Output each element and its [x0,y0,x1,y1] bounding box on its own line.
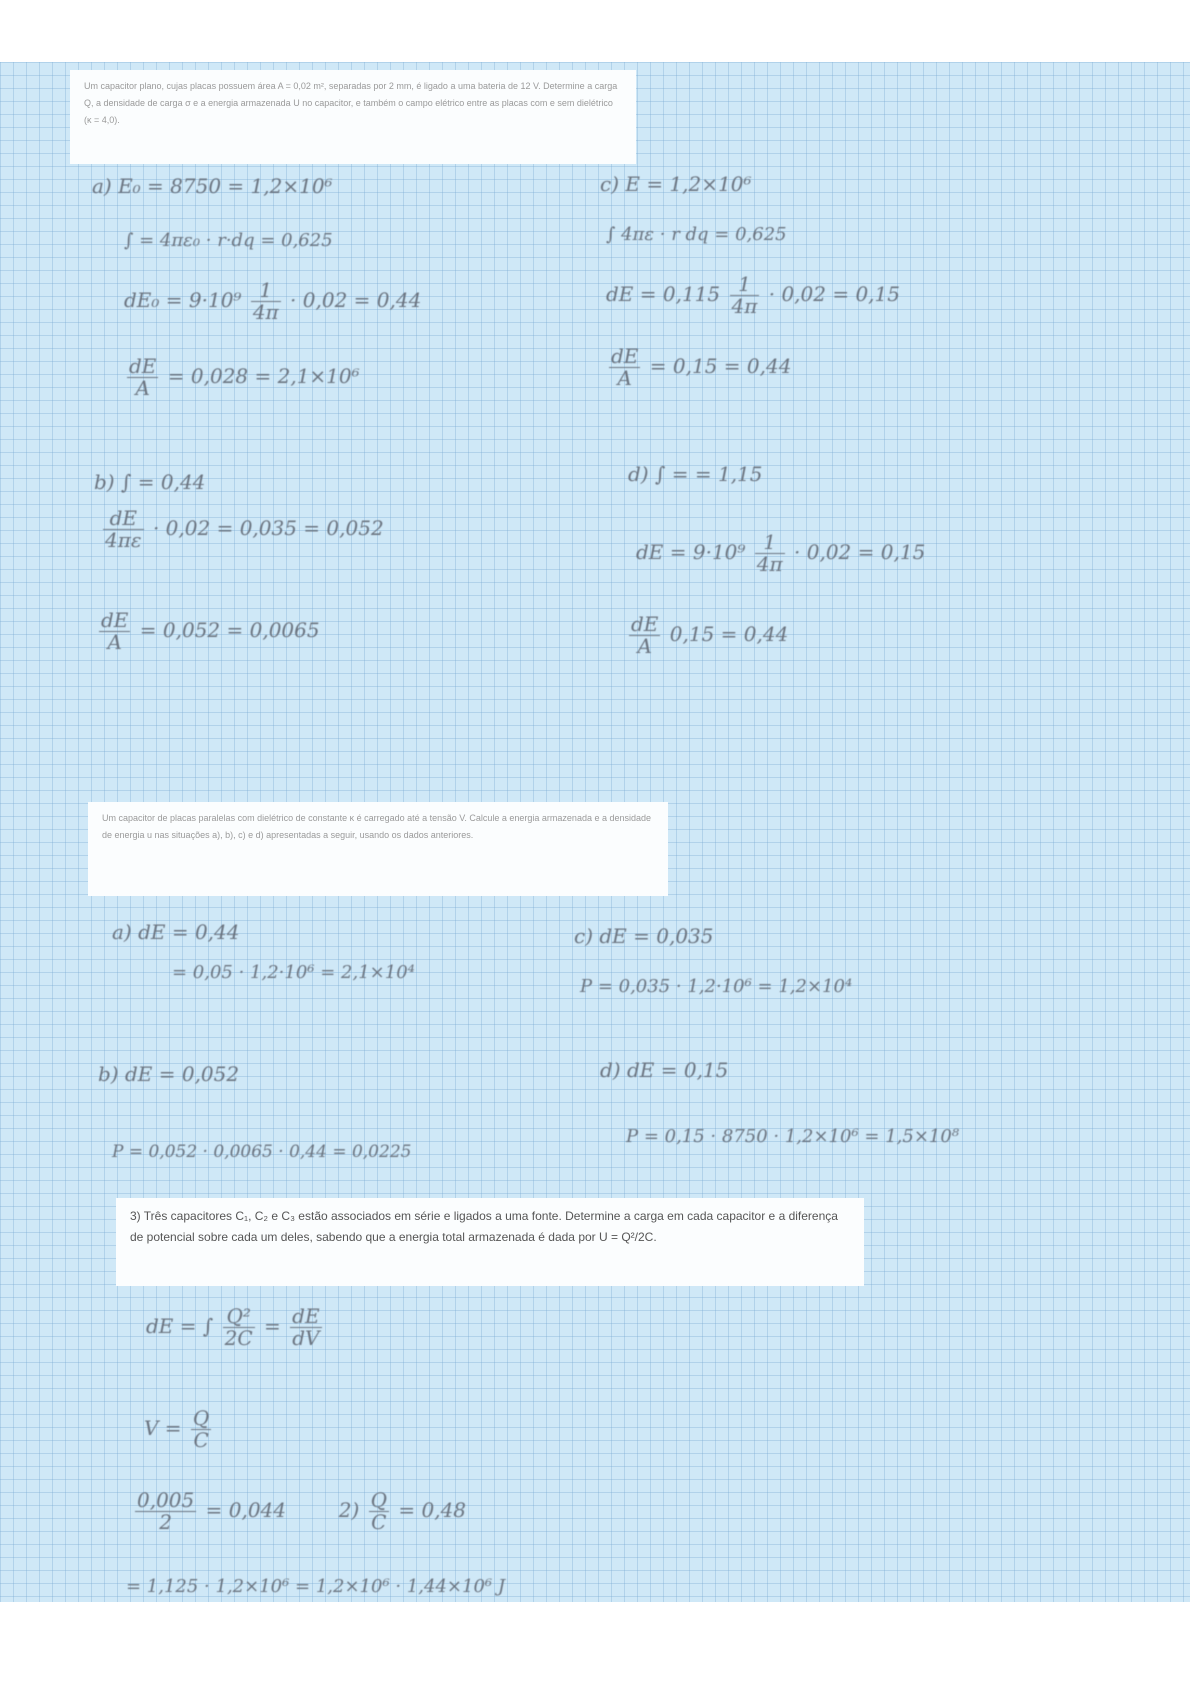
work-d-line2-part1: dE = 9·10⁹ [636,540,746,564]
work-c-line3-part2: · 0,02 [768,282,826,306]
work-3-line2-frac: $\frac{Q}{C}$ [192,1406,210,1452]
problem-statement-1: Um capacitor plano, cujas placas possuem área A = 0,02 m², separadas por 2 mm, é ligado a uma bateria de 12 V. Determine a carga Q, a densidade de carga σ e a energia armazenada U no capacitor, e também o campo elétrico entre as placas com e sem dielétrico (κ = 4,0). [70,70,636,164]
work-3-line2-part1: V = [144,1416,182,1440]
work-d-line1-part2: = 1,15 [694,462,763,486]
work-a-line3-part2: · 0,02 [290,288,348,312]
work-2a-line2: = 0,05 · 1,2·10⁶ = 2,1×10⁴ [172,962,415,983]
work-3-line2 [144,1408,214,1451]
work-2d-line1: d) dE = 0,15 [600,1058,729,1082]
work-d-line2-part3: = 0,15 [857,540,926,564]
work-3-line3-part1: = 0,044 [205,1498,286,1522]
work-c-line3-part3: = 0,15 [832,282,900,306]
work-b-line3 [96,610,320,653]
work-d-line3-part1: 0,15 [669,622,715,646]
work-2c-line1: c) dE = 0,035 [574,924,714,948]
work-a-line3-frac: $\frac{1}{4\pi}$ [252,278,279,324]
work-a-line4-part2: = 2,1×10⁶ [254,364,360,388]
work-3-line3-frac1: $\frac{0,005}{2}$ [137,1488,195,1534]
work-a-line3 [124,280,421,323]
work-c-line2: ∫ 4πε · r dq = 0,625 [606,224,787,245]
work-3-line1-part1: dE = ∫ [146,1314,214,1338]
work-c-line3-part1: dE = 0,115 [606,282,721,306]
graph-paper-page [0,62,1190,1602]
work-b-line2-part2: = 0,035 = 0,052 [216,516,384,540]
work-d-line2-frac: $\frac{1}{4\pi}$ [756,530,783,576]
work-c-line4 [606,346,791,389]
work-3-line1-part2: = [264,1314,281,1338]
work-3-line1 [146,1306,325,1349]
work-c-line3-frac: $\frac{1}{4\pi}$ [731,272,758,318]
work-a-line3-part3: = 0,44 [353,288,422,312]
work-b-line2 [100,508,384,551]
problem-statement-3: 3) Três capacitores C₁, C₂ e C₃ estão associados em série e ligados a uma fonte. Determine a carga em cada capacitor e a diferença de potencial sobre cada um deles, sabendo que a energia total armazenada é dada por U = Q²/2C. [116,1198,864,1286]
work-b-line3-part2: = 0,0065 [226,618,320,642]
work-3-line1-frac1: $\frac{\text{Q²}}{2C}$ [224,1304,253,1350]
work-2d-line2: P = 0,15 · 8750 · 1,2×10⁶ = 1,5×10⁸ [626,1126,960,1147]
problem-statement-2: Um capacitor de placas paralelas com dielétrico de constante κ é carregado até a tensão V. Calcule a energia armazenada e a densidade de energia u nas situações a), b), c) e d) apresentadas a seguir, usando os dados anteriores. [88,802,668,896]
work-b-line3-frac: $\frac{dE}{A}$ [101,608,129,654]
work-3-line3 [132,1490,466,1533]
work-b-line1: b) ∫ = 0,44 [94,470,206,494]
work-3-line3-part3: = 0,48 [398,1498,467,1522]
work-2b-line1: b) dE = 0,052 [98,1062,240,1086]
work-3-line1-frac2: $\frac{dE}{dV}$ [292,1304,320,1350]
work-d-line2-part2: · 0,02 [794,540,852,564]
work-b-line2-part1: · 0,02 [152,516,211,540]
work-c-line4-frac: $\frac{dE}{A}$ [611,344,639,390]
work-a-line4-part1: = 0,028 [167,364,249,388]
work-c-line3 [606,274,900,317]
work-2b-line2: P = 0,052 · 0,0065 · 0,44 = 0,0225 [112,1142,412,1162]
work-a-line4 [124,356,360,399]
work-2c-line2: P = 0,035 · 1,2·10⁶ = 1,2×10⁴ [580,976,853,997]
work-a-line2: ∫ = 4πε₀ · r·dq = 0,625 [124,230,333,251]
work-d-line2 [636,532,925,575]
work-3-line4: = 1,125 · 1,2×10⁶ = 1,2×10⁶ · 1,44×10⁶ J [126,1576,506,1597]
work-d-line1 [628,462,763,486]
work-d-line3-frac: $\frac{dE}{A}$ [631,612,659,658]
work-c-line4-part2: = 0,44 [723,354,792,378]
work-d-line1-part1: d) ∫ = [628,462,689,486]
work-d-line3 [626,614,788,657]
work-2a-line1: a) dE = 0,44 [112,920,240,944]
work-a-line4-frac: $\frac{dE}{A}$ [129,354,157,400]
work-d-line3-part2: = 0,44 [720,622,789,646]
work-a-line1: a) E₀ = 8750 = 1,2×10⁶ [92,174,333,198]
work-c-line1: c) E = 1,2×10⁶ [600,172,752,196]
work-a-line3-part1: dE₀ = 9·10⁹ [124,288,242,312]
work-b-line3-part1: = 0,052 [139,618,221,642]
work-3-line3-part2: 2) [338,1498,360,1522]
work-3-line3-frac2: $\frac{Q}{C}$ [370,1488,388,1534]
work-b-line2-frac: $\frac{dE}{4\pi\varepsilon}$ [105,506,142,552]
work-c-line4-part1: = 0,15 [649,354,718,378]
